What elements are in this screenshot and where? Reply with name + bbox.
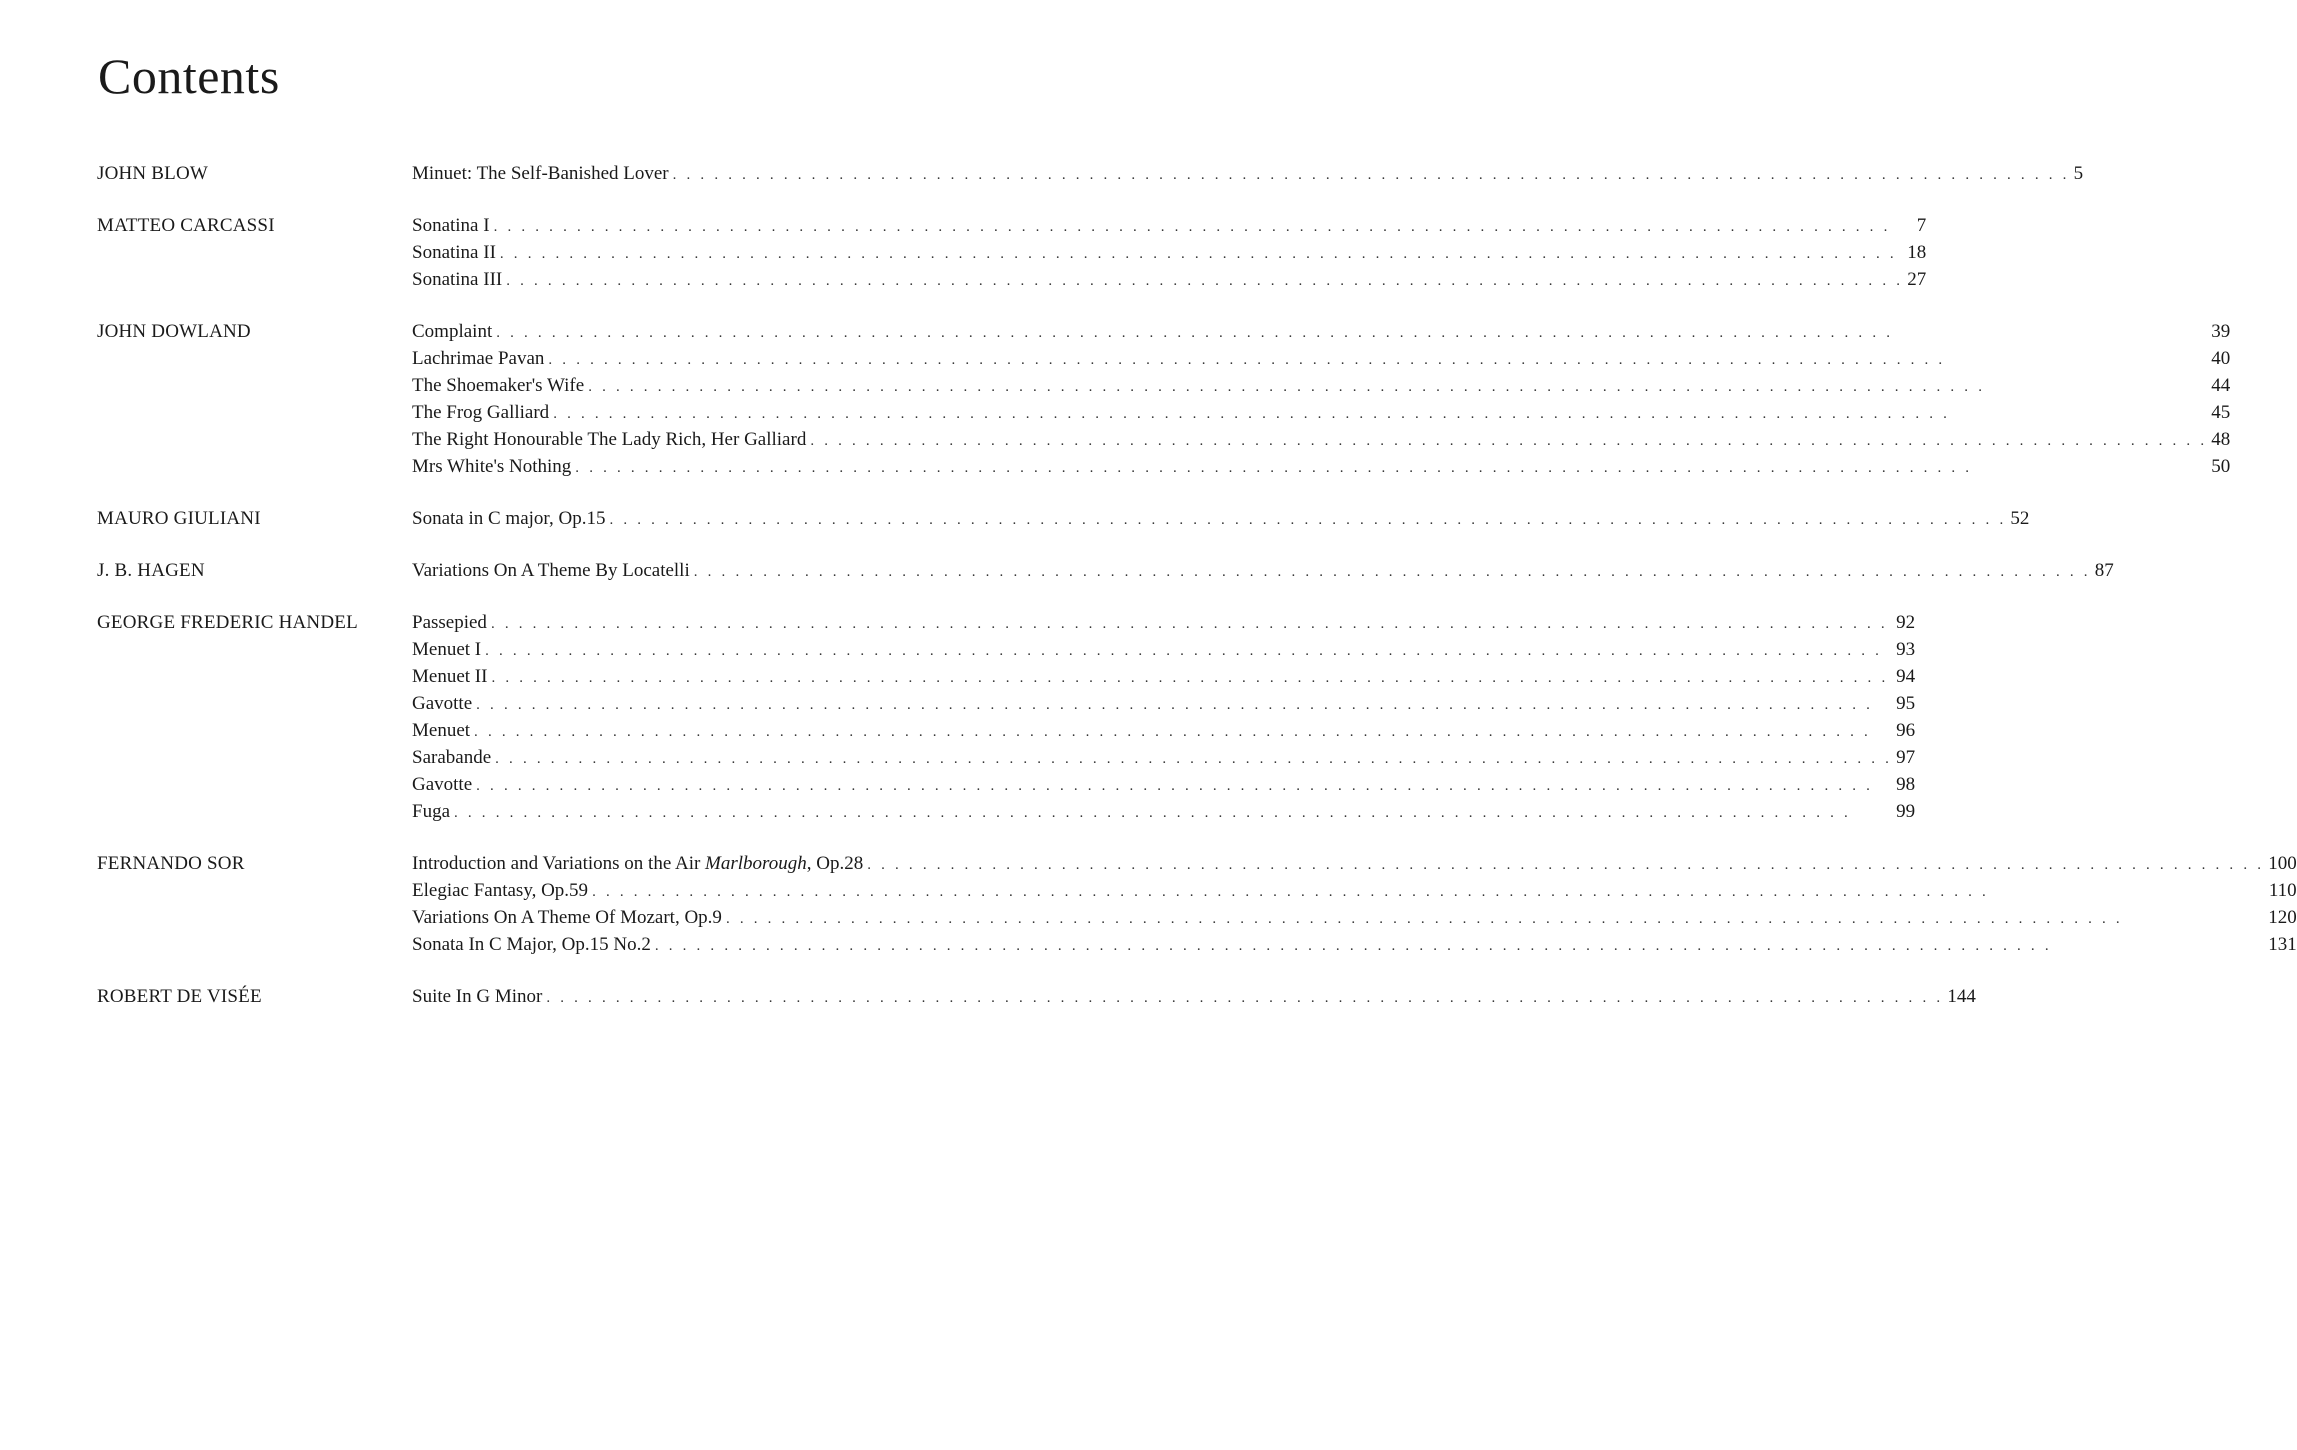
work-title-text: Passepied xyxy=(412,612,487,633)
dot-leader xyxy=(655,934,2264,959)
work-title xyxy=(412,240,496,265)
page-number: 48 xyxy=(2211,429,2231,450)
work-title xyxy=(412,905,722,930)
page-number: 27 xyxy=(1907,269,1927,290)
work-title-text: Menuet xyxy=(412,720,471,741)
work-title-text: Menuet II xyxy=(412,666,488,687)
toc-entry[interactable] xyxy=(412,373,2230,400)
composer-section xyxy=(97,558,2114,585)
composer-section xyxy=(97,851,2297,959)
composer-name: JOHN DOWLAND xyxy=(97,321,251,342)
work-title-text: Lachrimae Pavan xyxy=(412,348,545,369)
work-title-text: Introduction and Variations on the Air xyxy=(412,853,706,874)
dot-leader xyxy=(588,375,2207,400)
toc-entry[interactable] xyxy=(412,745,1915,772)
toc-entry[interactable] xyxy=(412,558,2114,585)
page-number: 120 xyxy=(2268,907,2297,928)
work-title-text: Minuet: The Self-Banished Lover xyxy=(412,163,669,184)
work-title-text: Sonata In C Major, Op.15 No.2 xyxy=(412,934,651,955)
work-title xyxy=(412,400,549,425)
dot-leader xyxy=(609,508,2006,533)
work-title xyxy=(412,745,491,770)
dot-leader xyxy=(546,986,1943,1011)
page-number: 7 xyxy=(1916,215,1927,236)
works-list xyxy=(412,213,1926,294)
page-number: 52 xyxy=(2010,508,2030,529)
work-title xyxy=(412,984,542,1009)
works-list xyxy=(412,319,2230,481)
work-title-text: The Frog Galliard xyxy=(412,402,550,423)
dot-leader xyxy=(491,612,1892,637)
page-number: 97 xyxy=(1896,747,1916,768)
work-title xyxy=(412,319,492,344)
toc-entry[interactable] xyxy=(412,610,1915,637)
toc-entry[interactable] xyxy=(412,637,1915,664)
works-list xyxy=(412,161,2083,188)
dot-leader xyxy=(494,215,1913,240)
page-number: 100 xyxy=(2268,853,2297,874)
composer-name: JOHN BLOW xyxy=(97,163,209,184)
composer-name: GEORGE FREDERIC HANDEL xyxy=(97,612,358,633)
work-title xyxy=(412,610,487,635)
work-title xyxy=(412,373,584,398)
composer-name: MATTEO CARCASSI xyxy=(97,215,275,236)
toc-entry[interactable] xyxy=(412,932,2297,959)
dot-leader xyxy=(548,348,2207,373)
toc-entry[interactable] xyxy=(412,267,1926,294)
works-list xyxy=(412,851,2297,959)
work-title xyxy=(412,454,571,479)
toc-entry[interactable] xyxy=(412,319,2230,346)
page-number: 5 xyxy=(2073,163,2084,184)
dot-leader xyxy=(485,639,1892,664)
work-title xyxy=(412,878,588,903)
dot-leader xyxy=(476,693,1892,718)
work-title-text: Mrs White's Nothing xyxy=(412,456,572,477)
page-number: 87 xyxy=(2094,560,2114,581)
dot-leader xyxy=(673,163,2070,188)
composer-section xyxy=(97,984,1976,1011)
toc-entry[interactable] xyxy=(412,799,1915,826)
page-number: 99 xyxy=(1896,801,1916,822)
toc-entry[interactable] xyxy=(412,905,2297,932)
composer-section xyxy=(97,161,2084,188)
work-title-italic: Marlborough xyxy=(705,853,807,874)
toc-entry[interactable] xyxy=(412,213,1926,240)
work-title-text: Variations On A Theme By Locatelli xyxy=(412,560,690,581)
dot-leader xyxy=(496,321,2207,346)
toc-entry[interactable] xyxy=(412,161,2083,188)
page-number: 50 xyxy=(2211,456,2231,477)
page-number: 45 xyxy=(2211,402,2231,423)
work-title-text: Sonatina III xyxy=(412,269,503,290)
toc-entry[interactable] xyxy=(412,454,2230,481)
composer-name: J. B. HAGEN xyxy=(97,560,205,581)
page-number: 92 xyxy=(1896,612,1916,633)
composer-name: MAURO GIULIANI xyxy=(97,508,261,529)
work-title xyxy=(412,558,690,583)
dot-leader xyxy=(553,402,2207,427)
composer-name: ROBERT DE VISÉE xyxy=(97,986,262,1007)
toc-entry[interactable] xyxy=(412,346,2230,373)
page-number: 93 xyxy=(1896,639,1916,660)
toc-entry[interactable] xyxy=(412,664,1915,691)
works-list xyxy=(412,610,1915,826)
work-title-text: Suite In G Minor xyxy=(412,986,543,1007)
dot-leader xyxy=(575,456,2207,481)
work-title xyxy=(412,267,502,292)
toc-entry[interactable] xyxy=(412,772,1915,799)
toc-entry[interactable] xyxy=(412,851,2297,878)
composer-name: FERNANDO SOR xyxy=(97,853,245,874)
page-number: 18 xyxy=(1907,242,1927,263)
works-list xyxy=(412,984,1976,1011)
dot-leader xyxy=(506,269,1903,294)
work-title xyxy=(412,851,863,876)
page-number: 39 xyxy=(2211,321,2231,342)
toc-entry[interactable] xyxy=(412,506,2029,533)
dot-leader xyxy=(495,747,1892,772)
page-number: 96 xyxy=(1896,720,1916,741)
work-title xyxy=(412,718,470,743)
work-title-text: Variations On A Theme Of Mozart, Op.9 xyxy=(412,907,722,928)
work-title-text: The Shoemaker's Wife xyxy=(412,375,585,396)
work-title xyxy=(412,932,651,957)
page-number: 95 xyxy=(1896,693,1916,714)
composer-section xyxy=(97,319,2231,481)
work-title-text: Complaint xyxy=(412,321,493,342)
toc-entry[interactable] xyxy=(412,878,2297,905)
composer-section xyxy=(97,506,2030,533)
work-title xyxy=(412,161,669,186)
dot-leader xyxy=(592,880,2265,905)
work-title xyxy=(412,691,472,716)
composer-section xyxy=(97,610,1916,826)
dot-leader xyxy=(491,666,1892,691)
dot-leader xyxy=(694,560,2091,585)
page-number: 110 xyxy=(2268,880,2297,901)
dot-leader xyxy=(454,801,1892,826)
toc-entry[interactable] xyxy=(412,984,1976,1011)
dot-leader xyxy=(474,720,1892,745)
work-title-text: Gavotte xyxy=(412,693,473,714)
toc-entry[interactable] xyxy=(412,427,2230,454)
dot-leader xyxy=(476,774,1892,799)
work-title-text: Fuga xyxy=(412,801,450,822)
page-number: 94 xyxy=(1896,666,1916,687)
page-number: 44 xyxy=(2211,375,2231,396)
dot-leader xyxy=(726,907,2264,932)
dot-leader xyxy=(500,242,1903,267)
page-title: Contents xyxy=(98,48,280,104)
page-number: 40 xyxy=(2211,348,2231,369)
work-title-text: Sonata in C major, Op.15 xyxy=(412,508,606,529)
work-title-text: Menuet I xyxy=(412,639,482,660)
work-title xyxy=(412,346,544,371)
work-title-text: Elegiac Fantasy, Op.59 xyxy=(412,880,589,901)
toc-entry[interactable] xyxy=(412,400,2230,427)
work-title xyxy=(412,799,450,824)
work-title xyxy=(412,213,490,238)
work-title-text: Gavotte xyxy=(412,774,473,795)
work-title xyxy=(412,637,481,662)
works-list xyxy=(412,506,2029,533)
dot-leader xyxy=(810,429,2207,454)
table-of-contents xyxy=(97,161,2297,1036)
page-number: 98 xyxy=(1896,774,1916,795)
work-title xyxy=(412,772,472,797)
toc-entry[interactable] xyxy=(412,240,1926,267)
works-list xyxy=(412,558,2114,585)
toc-entry[interactable] xyxy=(412,718,1915,745)
work-title-text: Sonatina II xyxy=(412,242,496,263)
composer-section xyxy=(97,213,1927,294)
dot-leader xyxy=(867,853,2264,878)
work-title-suffix: , Op.28 xyxy=(806,853,864,874)
page-number: 144 xyxy=(1947,986,1976,1007)
work-title-text: Sarabande xyxy=(412,747,492,768)
work-title-text: The Right Honourable The Lady Rich, Her Galliard xyxy=(412,429,807,450)
work-title xyxy=(412,664,487,689)
work-title-text: Sonatina I xyxy=(412,215,490,236)
toc-entry[interactable] xyxy=(412,691,1915,718)
work-title xyxy=(412,427,806,452)
page-number: 131 xyxy=(2268,934,2297,955)
work-title xyxy=(412,506,605,531)
